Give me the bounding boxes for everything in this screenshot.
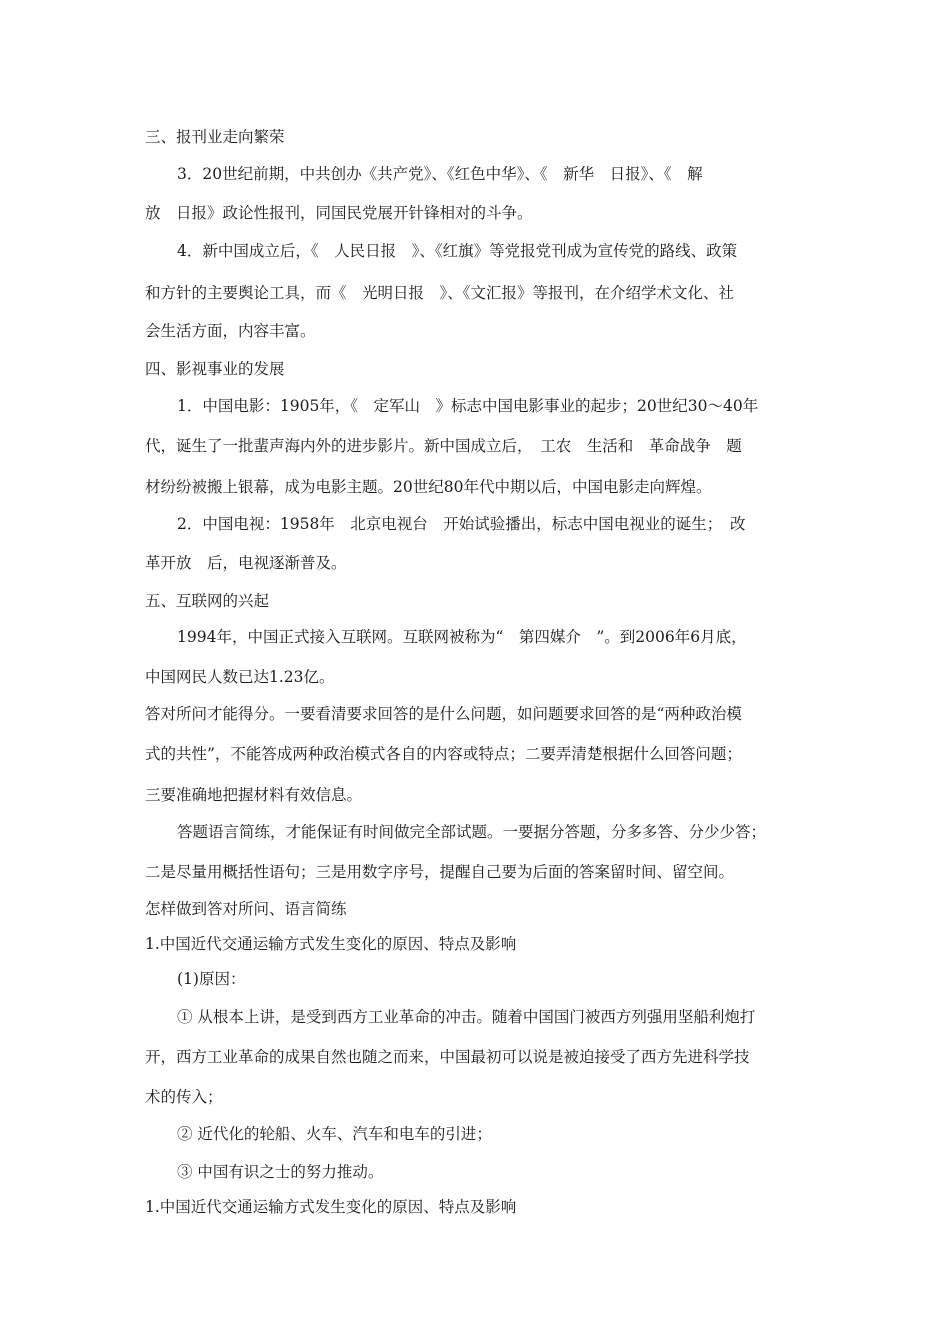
list-item-1: ① 从根本上讲，是受到西方工业革命的冲击。随着中国国门被西方列强用坚船利炮打 [177, 1008, 756, 1026]
paragraph-line: 答题语言简练，才能保证有时间做完全部试题。一要据分答题，分多多答、分少少答； [177, 823, 767, 841]
paragraph-line: 中国网民人数已达1.23亿。 [145, 668, 335, 686]
paragraph-line: 1994年，中国正式接入互联网。互联网被称为“ 第四媒介 ”。到2006年6月底， [177, 628, 747, 646]
paragraph-line: 革开放 后，电视逐渐普及。 [145, 554, 347, 572]
heading-transport-1: 1.中国近代交通运输方式发生变化的原因、特点及影响 [145, 935, 517, 953]
paragraph-line: 4．新中国成立后，《 人民日报 》、《红旗》等党报党刊成为宣传党的路线、政策 [177, 242, 738, 260]
heading-internet: 五、互联网的兴起 [145, 592, 270, 610]
heading-newspaper: 三、报刊业走向繁荣 [145, 128, 285, 146]
paragraph-line: 2．中国电视：1958年 北京电视台 开始试验播出，标志中国电视业的诞生； 改 [177, 515, 746, 533]
heading-film-tv: 四、影视事业的发展 [145, 360, 285, 378]
heading-transport-2: 1.中国近代交通运输方式发生变化的原因、特点及影响 [145, 1198, 517, 1216]
list-item-3: ③ 中国有识之士的努力推动。 [177, 1163, 384, 1181]
paragraph-line: 答对所问才能得分。一要看清要求回答的是什么问题，如问题要求回答的是“两种政治模 [145, 705, 742, 723]
paragraph-line: 式的共性”，不能答成两种政治模式各自的内容或特点；二要弄清楚根据什么回答问题； [145, 745, 742, 763]
paragraph-line: 会生活方面，内容丰富。 [145, 322, 316, 340]
paragraph-line: 和方针的主要舆论工具，而《 光明日报 》、《文汇报》等报刊，在介绍学术文化、社 [145, 284, 735, 302]
paragraph-line: 二是尽量用概括性语句；三是用数字序号，提醒自己要为后面的答案留时间、留空间。 [145, 863, 735, 881]
paragraph-line: 放 日报》政论性报刊，同国民党展开针锋相对的斗争。 [145, 204, 533, 222]
paragraph-line: 1．中国电影：1905年，《 定军山 》标志中国电影事业的起步；20世纪30～40年 [177, 397, 759, 415]
paragraph-line: 3．20世纪前期，中共创办《共产党》、《红色中华》、《 新华 日报》、《 解 [177, 165, 703, 183]
heading-answer-tips: 怎样做到答对所问、语言简练 [145, 900, 347, 918]
paragraph-line: 开，西方工业革命的成果自然也随之而来，中国最初可以说是被迫接受了西方先进科学技 [145, 1048, 750, 1066]
subheading-causes: (1)原因： [177, 970, 246, 988]
paragraph-line: 术的传入； [145, 1088, 223, 1106]
paragraph-line: 三要准确地把握材料有效信息。 [145, 786, 363, 804]
paragraph-line: 材纷纷被搬上银幕，成为电影主题。20世纪80年代中期以后，中国电影走向辉煌。 [145, 478, 712, 496]
paragraph-line: 代，诞生了一批蜚声海内外的进步影片。新中国成立后， 工农 生活和 革命战争 题 [145, 437, 742, 455]
list-item-2: ② 近代化的轮船、火车、汽车和电车的引进； [177, 1125, 492, 1143]
